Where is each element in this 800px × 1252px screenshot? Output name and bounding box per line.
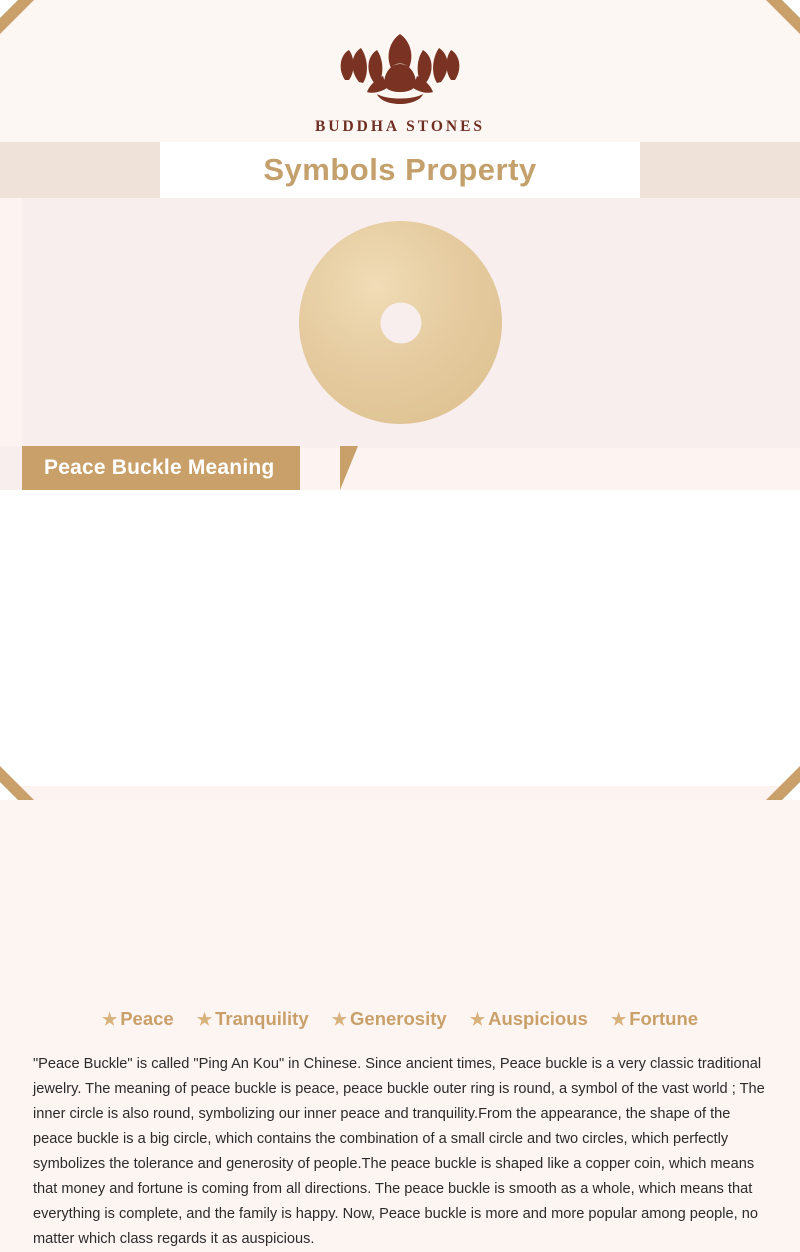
star-icon: ★ <box>331 1010 348 1029</box>
section-ribbon <box>22 446 300 490</box>
keyword-item <box>332 1008 447 1030</box>
brand-logo <box>0 18 800 136</box>
star-icon: ★ <box>101 1010 118 1029</box>
page-title: Symbols Property <box>263 152 537 187</box>
keyword-label: Tranquility <box>215 1008 309 1029</box>
keyword-item <box>102 1008 174 1030</box>
corner-decoration-top-right-inner <box>782 0 800 18</box>
body-paragraph: "Peace Buckle" is called "Ping An Kou" in Chinese. Since ancient times, Peace buckle is a very classic traditional jewelry. The meaning of peace buckle is peace, peace buckle outer ring is round, a symbol of the vast world ; The inner circle is also round, symbolizing our inner peace and tranquility.From the appearance, the shape of the peace buckle is a big circle, which contains the combination of a small circle and two circles, which perfectly symbolizes the tolerance and generosity of people.The peace buckle is shaped like a copper coin, which means that money and fortune is coming from all directions. The peace buckle is smooth as a whole, which means that everything is complete, and the family is happy. Now, Peace buckle is more and more popular among people, no matter which class regards it as auspicious. <box>33 1056 765 1247</box>
keyword-item <box>611 1008 698 1030</box>
body-section <box>0 490 800 1247</box>
corner-decoration-bottom-right-inner <box>782 782 800 800</box>
keyword-item <box>197 1008 309 1030</box>
peace-buckle-disc <box>299 221 502 424</box>
keyword-label: Peace <box>120 1008 174 1029</box>
keyword-label: Auspicious <box>488 1008 588 1029</box>
star-icon: ★ <box>469 1010 486 1029</box>
illustration-panel-left-strip <box>0 198 22 448</box>
star-icon: ★ <box>196 1010 213 1029</box>
bottom-strip <box>0 786 800 800</box>
section-ribbon-notch <box>340 446 358 490</box>
keyword-label: Generosity <box>350 1008 447 1029</box>
brand-name: BUDDHA STONES <box>314 118 486 135</box>
keyword-list <box>0 1008 800 1030</box>
section-ribbon-label: Peace Buckle Meaning <box>44 456 275 479</box>
corner-decoration-top-left-inner <box>0 0 18 18</box>
ribbon-left-gap <box>0 446 22 490</box>
corner-decoration-bottom-left-inner <box>0 782 18 800</box>
star-icon: ★ <box>610 1010 627 1029</box>
lotus-meditation-icon <box>325 18 475 114</box>
peace-buckle-disc-hole <box>380 302 421 343</box>
keyword-item <box>470 1008 588 1030</box>
keyword-label: Fortune <box>629 1008 699 1029</box>
